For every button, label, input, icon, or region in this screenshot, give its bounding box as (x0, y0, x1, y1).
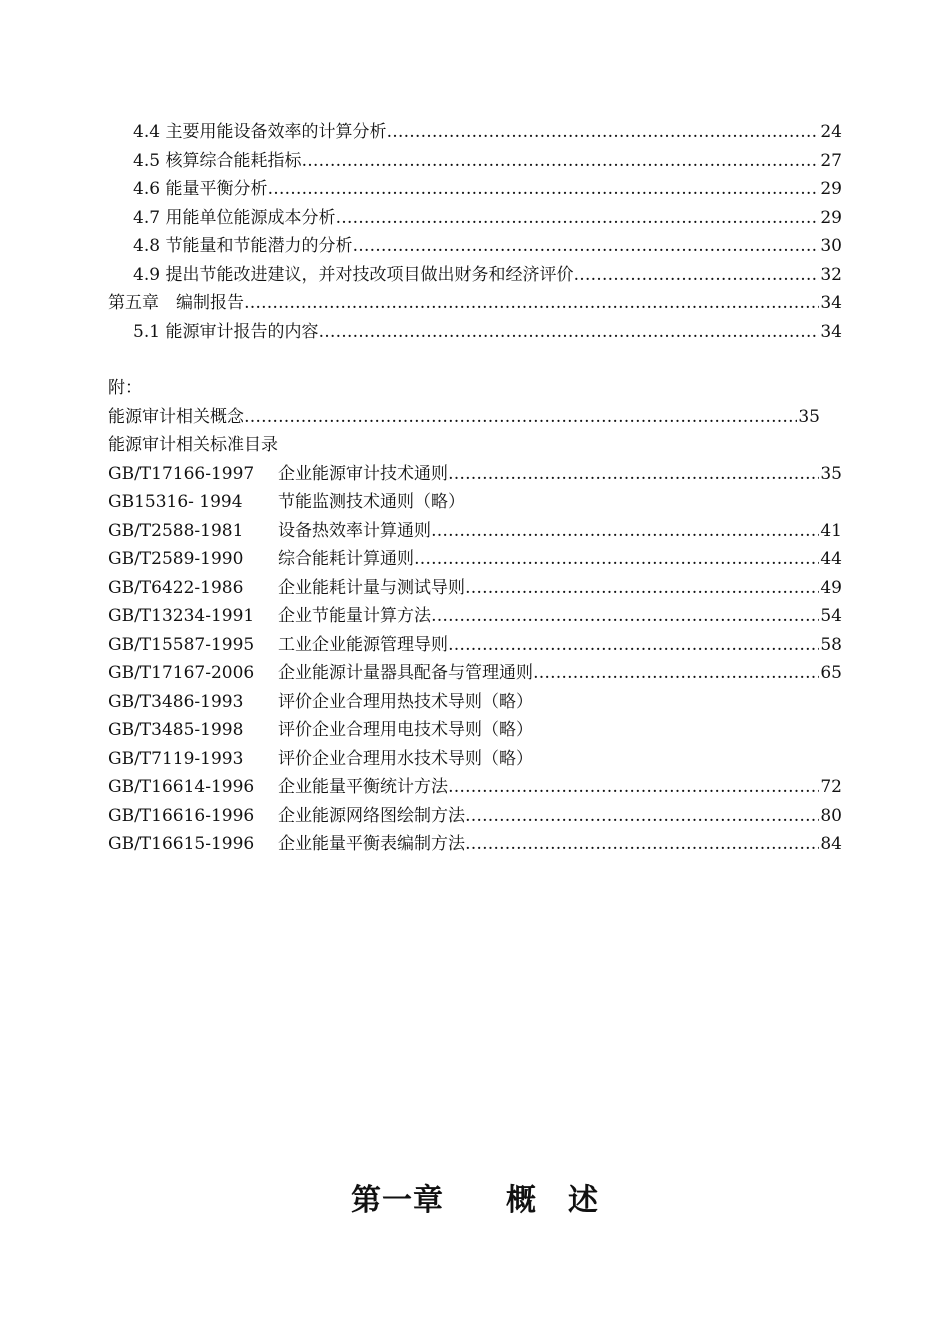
toc-entry-4-6[interactable] (108, 175, 842, 204)
standard-entry[interactable] (108, 488, 842, 517)
standards-heading (108, 431, 842, 460)
toc-entry-label: 4.5 核算综合能耗指标 (133, 150, 302, 171)
standard-title: 综合能耗计算通则 (278, 549, 414, 569)
dot-leader (318, 318, 819, 347)
toc-page-number: 29 (820, 207, 842, 228)
standard-entry[interactable] (108, 460, 842, 489)
dot-leader (414, 545, 819, 574)
appendix-heading (108, 374, 842, 403)
dot-leader (267, 175, 819, 204)
standard-entry[interactable] (108, 688, 842, 717)
standards-heading-text: 能源审计相关标准目录 (108, 435, 278, 455)
toc-entry-label: 4.8 节能量和节能潜力的分析 (133, 236, 353, 256)
toc-page-number: 44 (820, 549, 842, 569)
dot-leader (386, 118, 819, 147)
standard-title: 评价企业合理用热技术导则（略） (278, 691, 533, 712)
dot-leader (431, 517, 819, 546)
toc-page-number: 27 (820, 150, 842, 171)
standard-title: 企业能源网络图绘制方法 (278, 805, 465, 826)
standard-code: GB/T16614-1996 (108, 777, 255, 797)
standard-code: GB/T15587-1995 (108, 634, 255, 655)
dot-leader (352, 232, 819, 261)
standard-code: GB15316- 1994 (108, 492, 243, 512)
standard-entry[interactable] (108, 631, 842, 660)
toc-page-number: 34 (820, 293, 842, 313)
standard-entry[interactable] (108, 716, 842, 745)
dot-leader (244, 289, 819, 318)
toc-entry-4-8[interactable] (108, 232, 842, 261)
table-of-contents (108, 118, 842, 859)
dot-leader (533, 659, 819, 688)
standard-entry[interactable] (108, 574, 842, 603)
standard-code: GB/T2589-1990 (108, 549, 244, 569)
standard-code: GB/T17166-1997 (108, 463, 255, 484)
toc-entry-label: 4.6 能量平衡分析 (133, 179, 268, 199)
dot-leader (465, 830, 819, 859)
standard-entry[interactable] (108, 659, 842, 688)
standard-title: 节能监测技术通则（略） (278, 492, 465, 512)
standard-title: 企业节能量计算方法 (278, 606, 431, 626)
standard-title: 工业企业能源管理导则 (278, 634, 448, 655)
dot-leader (465, 802, 819, 831)
toc-entry-chapter-five[interactable] (108, 289, 842, 318)
standard-code: GB/T2588-1981 (108, 520, 244, 541)
toc-entry-4-9[interactable] (108, 261, 842, 290)
toc-page-number: 35 (820, 463, 842, 484)
toc-page-number: 58 (820, 634, 842, 655)
standard-title: 设备热效率计算通则 (278, 520, 431, 541)
standard-entry[interactable] (108, 830, 842, 859)
standard-title: 企业能源审计技术通则 (278, 463, 448, 484)
chapter-one-heading: 第一章 概 述 (351, 1183, 599, 1218)
toc-entry-4-5[interactable] (108, 147, 842, 176)
toc-page-number: 72 (820, 777, 842, 797)
toc-page-number: 35 (798, 406, 820, 427)
standard-title: 企业能量平衡表编制方法 (278, 834, 465, 854)
toc-page-number: 65 (820, 663, 842, 683)
standards-list (108, 460, 842, 859)
standard-code: GB/T3485-1998 (108, 720, 244, 740)
standard-title: 企业能耗计量与测试导则 (278, 577, 465, 598)
dot-leader (301, 147, 819, 176)
toc-entry-label: 4.7 用能单位能源成本分析 (133, 207, 336, 228)
toc-page-number: 30 (820, 236, 842, 256)
standard-entry[interactable] (108, 745, 842, 774)
standard-entry[interactable] (108, 602, 842, 631)
toc-entry-4-7[interactable] (108, 204, 842, 233)
section-spacer (108, 346, 842, 374)
toc-page-number: 24 (820, 122, 842, 142)
standard-entry[interactable] (108, 802, 842, 831)
standard-title: 企业能源计量器具配备与管理通则 (278, 663, 533, 683)
toc-entry-label: 4.9 提出节能改进建议，并对技改项目做出财务和经济评价 (133, 264, 574, 285)
standard-title: 企业能量平衡统计方法 (278, 777, 448, 797)
standard-title: 评价企业合理用电技术导则（略） (278, 720, 533, 740)
dot-leader (573, 261, 819, 290)
toc-chapter-label: 第五章 编制报告 (108, 293, 244, 313)
toc-page-number: 41 (820, 520, 842, 541)
standard-entry[interactable] (108, 773, 842, 802)
standard-code: GB/T16616-1996 (108, 805, 255, 826)
dot-leader (465, 574, 819, 603)
dot-leader (448, 460, 819, 489)
toc-page-number: 49 (820, 577, 842, 598)
standard-title: 评价企业合理用水技术导则（略） (278, 748, 533, 769)
toc-page-number: 32 (820, 264, 842, 285)
dot-leader (244, 403, 797, 432)
toc-page-number: 54 (820, 606, 842, 626)
toc-entry-label: 5.1 能源审计报告的内容 (133, 321, 319, 342)
standard-code: GB/T7119-1993 (108, 748, 244, 769)
toc-entry-concepts[interactable] (108, 403, 820, 432)
standard-code: GB/T13234-1991 (108, 606, 255, 626)
standard-code: GB/T6422-1986 (108, 577, 244, 598)
toc-page-number: 29 (820, 179, 842, 199)
toc-page-number: 84 (820, 834, 842, 854)
toc-page-number: 80 (820, 805, 842, 826)
dot-leader (431, 602, 819, 631)
toc-entry-label: 能源审计相关概念 (108, 406, 244, 427)
toc-page-number: 34 (820, 321, 842, 342)
standard-code: GB/T17167-2006 (108, 663, 255, 683)
standard-code: GB/T16615-1996 (108, 834, 255, 854)
toc-entry-4-4[interactable] (108, 118, 842, 147)
dot-leader (335, 204, 819, 233)
standard-entry[interactable] (108, 517, 842, 546)
dot-leader (448, 773, 819, 802)
toc-entry-5-1[interactable] (108, 318, 842, 347)
appendix-heading-text: 附： (108, 378, 142, 398)
dot-leader (448, 631, 819, 660)
standard-code: GB/T3486-1993 (108, 691, 244, 712)
standard-entry[interactable] (108, 545, 842, 574)
toc-entry-label: 4.4 主要用能设备效率的计算分析 (133, 122, 387, 142)
